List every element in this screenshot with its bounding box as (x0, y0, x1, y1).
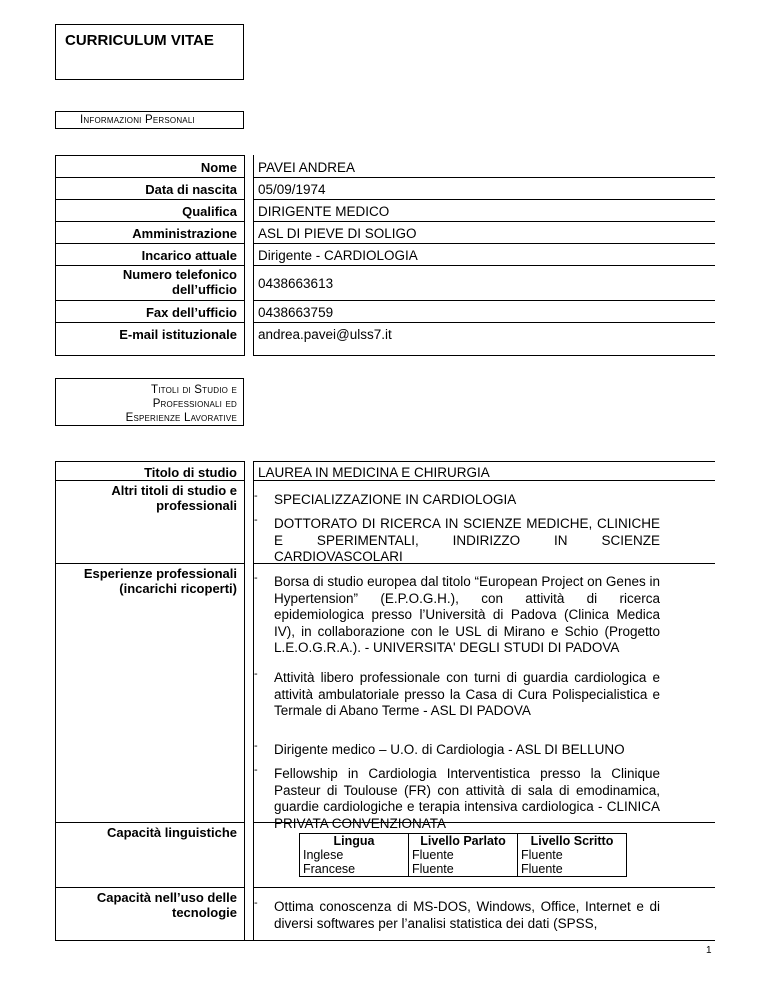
section-titles-heading-line2: Professionali ed (152, 398, 237, 410)
label-tecnologie-line1: Capacità nell’uso delle (96, 890, 237, 905)
cv-title-box (55, 24, 244, 80)
divider (55, 480, 245, 481)
label-nome: Nome (200, 160, 237, 175)
divider (253, 355, 715, 356)
divider (55, 265, 245, 266)
label-altri-titoli-line1: Altri titoli di studio e (111, 483, 237, 498)
label-email: E-mail istituzionale (119, 327, 237, 342)
lang-header-scritto: Livello Scritto (530, 834, 614, 848)
bullet-dash: - (254, 740, 258, 752)
value-qualifica: DIRIGENTE MEDICO (258, 204, 390, 219)
bullet-dash: - (254, 572, 258, 584)
divider (55, 221, 245, 222)
lang-cell: Fluente (409, 862, 518, 877)
divider (55, 300, 245, 301)
divider (55, 563, 245, 564)
label-telefono-line1: Numero telefonico (122, 267, 237, 282)
list-item (254, 764, 660, 832)
divider (253, 461, 254, 941)
altri-item-2: DOTTORATO DI RICERCA IN SCIENZE MEDICHE, CLINICHE E SPERIMENTALI, INDIRIZZO IN SCIENZE CARDIOVASCOLARI (274, 516, 660, 564)
label-esperienze-line1: Esperienze professionali (83, 566, 237, 581)
divider (253, 461, 715, 462)
esperienza-item-3: Dirigente medico – U.O. di Cardiologia - ASL DI BELLUNO (274, 742, 625, 757)
lang-cell: Fluente (409, 848, 518, 862)
esperienza-item-4: Fellowship in Cardiologia Interventistica presso la Clinique Pasteur di Toulouse (FR) con attività di sala di emodinamica, guardie cardiologiche e terapia intensiva cardiologica - CLINICA PRIVATA CONVENZIONATA (274, 766, 660, 831)
divider (55, 199, 245, 200)
list-item (254, 897, 660, 932)
value-incarico: Dirigente - CARDIOLOGIA (258, 248, 418, 263)
divider (253, 221, 715, 222)
value-data-nascita: 05/09/1974 (258, 182, 326, 197)
label-altri-titoli-line2: professionali (156, 498, 237, 513)
value-fax: 0438663759 (258, 305, 334, 320)
list-item (254, 572, 660, 657)
tecnologie-item-1: Ottima conoscenza di MS-DOS, Windows, Office, Internet e di diversi softwares per l’analisi statistica dei dati (SPSS, (274, 899, 660, 931)
value-email: andrea.pavei@ulss7.it (258, 327, 392, 342)
value-amministrazione: ASL DI PIEVE DI SOLIGO (258, 226, 417, 241)
section-titles-heading-line1: Titoli di Studio e (151, 384, 237, 396)
section-personal-box (55, 111, 244, 129)
label-incarico: Incarico attuale (141, 248, 237, 263)
bullet-dash: - (254, 668, 258, 680)
lang-cell: Fluente (521, 862, 563, 876)
section-titles-box (55, 378, 244, 426)
divider (253, 177, 715, 178)
divider (253, 243, 715, 244)
languages-table (299, 833, 627, 877)
label-lingue: Capacità linguistiche (106, 825, 237, 840)
bullet-dash: - (254, 764, 258, 776)
table-row (300, 862, 627, 877)
divider (253, 199, 715, 200)
value-telefono: 0438663613 (258, 276, 334, 291)
esperienza-item-1: Borsa di studio europea dal titolo “European Project on Genes in Hypertension” (E.P.O.G.H.), con attività di ricerca epidemiologica presso l’Università di Padova (Clinica Medica IV), in collaborazione con le USL di Mirano e Schio (Progetto L.E.O.G.R.A.). - UNIVERSITA' DEGLI STUDI DI PADOVA (274, 574, 660, 655)
value-nome: PAVEI ANDREA (258, 160, 356, 175)
esperienza-item-2: Attività libero professionale con turni di guardia cardiologica e attività ambulatoriale presso la Casa di Cura Polispecialistica e Termale di Abano Terme - ASL DI PADOVA (274, 670, 660, 718)
label-qualifica: Qualifica (182, 204, 237, 219)
list-item (254, 740, 660, 759)
divider (253, 300, 715, 301)
list-item (254, 514, 660, 566)
label-telefono-line2: dell’ufficio (172, 282, 237, 297)
divider (253, 265, 715, 266)
lang-cell: Fluente (521, 848, 563, 862)
divider (253, 887, 715, 888)
divider (55, 243, 245, 244)
divider (55, 822, 245, 823)
divider (253, 155, 254, 356)
section-titles-heading-line3: Esperienze Lavorative (125, 412, 237, 424)
divider (55, 940, 715, 941)
divider (253, 322, 715, 323)
lang-header-lingua: Lingua (300, 834, 409, 849)
lang-cell: Francese (300, 862, 409, 877)
divider (55, 322, 245, 323)
list-item (254, 490, 660, 509)
page-number: 1 (706, 945, 712, 956)
page-title: CURRICULUM VITAE (65, 32, 214, 49)
label-fax: Fax dell’ufficio (145, 305, 237, 320)
value-titolo-studio: LAUREA IN MEDICINA E CHIRURGIA (258, 465, 490, 480)
section-personal-heading: Informazioni Personali (80, 114, 195, 126)
label-amministrazione: Amministrazione (132, 226, 237, 241)
education-label-column (55, 461, 245, 941)
divider (55, 177, 245, 178)
lang-header-parlato: Livello Parlato (409, 834, 518, 849)
altri-item-1: SPECIALIZZAZIONE IN CARDIOLOGIA (274, 492, 517, 507)
divider (253, 480, 715, 481)
bullet-dash: - (254, 490, 258, 502)
divider (55, 887, 245, 888)
label-data-nascita: Data di nascita (145, 182, 237, 197)
bullet-dash: - (254, 897, 258, 909)
label-tecnologie-line2: tecnologie (171, 905, 237, 920)
bullet-dash: - (254, 514, 258, 526)
table-row (300, 848, 627, 862)
list-item (254, 668, 660, 720)
lang-cell: Inglese (300, 848, 409, 862)
label-esperienze-line2: (incarichi ricoperti) (119, 581, 237, 596)
label-titolo-studio: Titolo di studio (144, 465, 237, 480)
